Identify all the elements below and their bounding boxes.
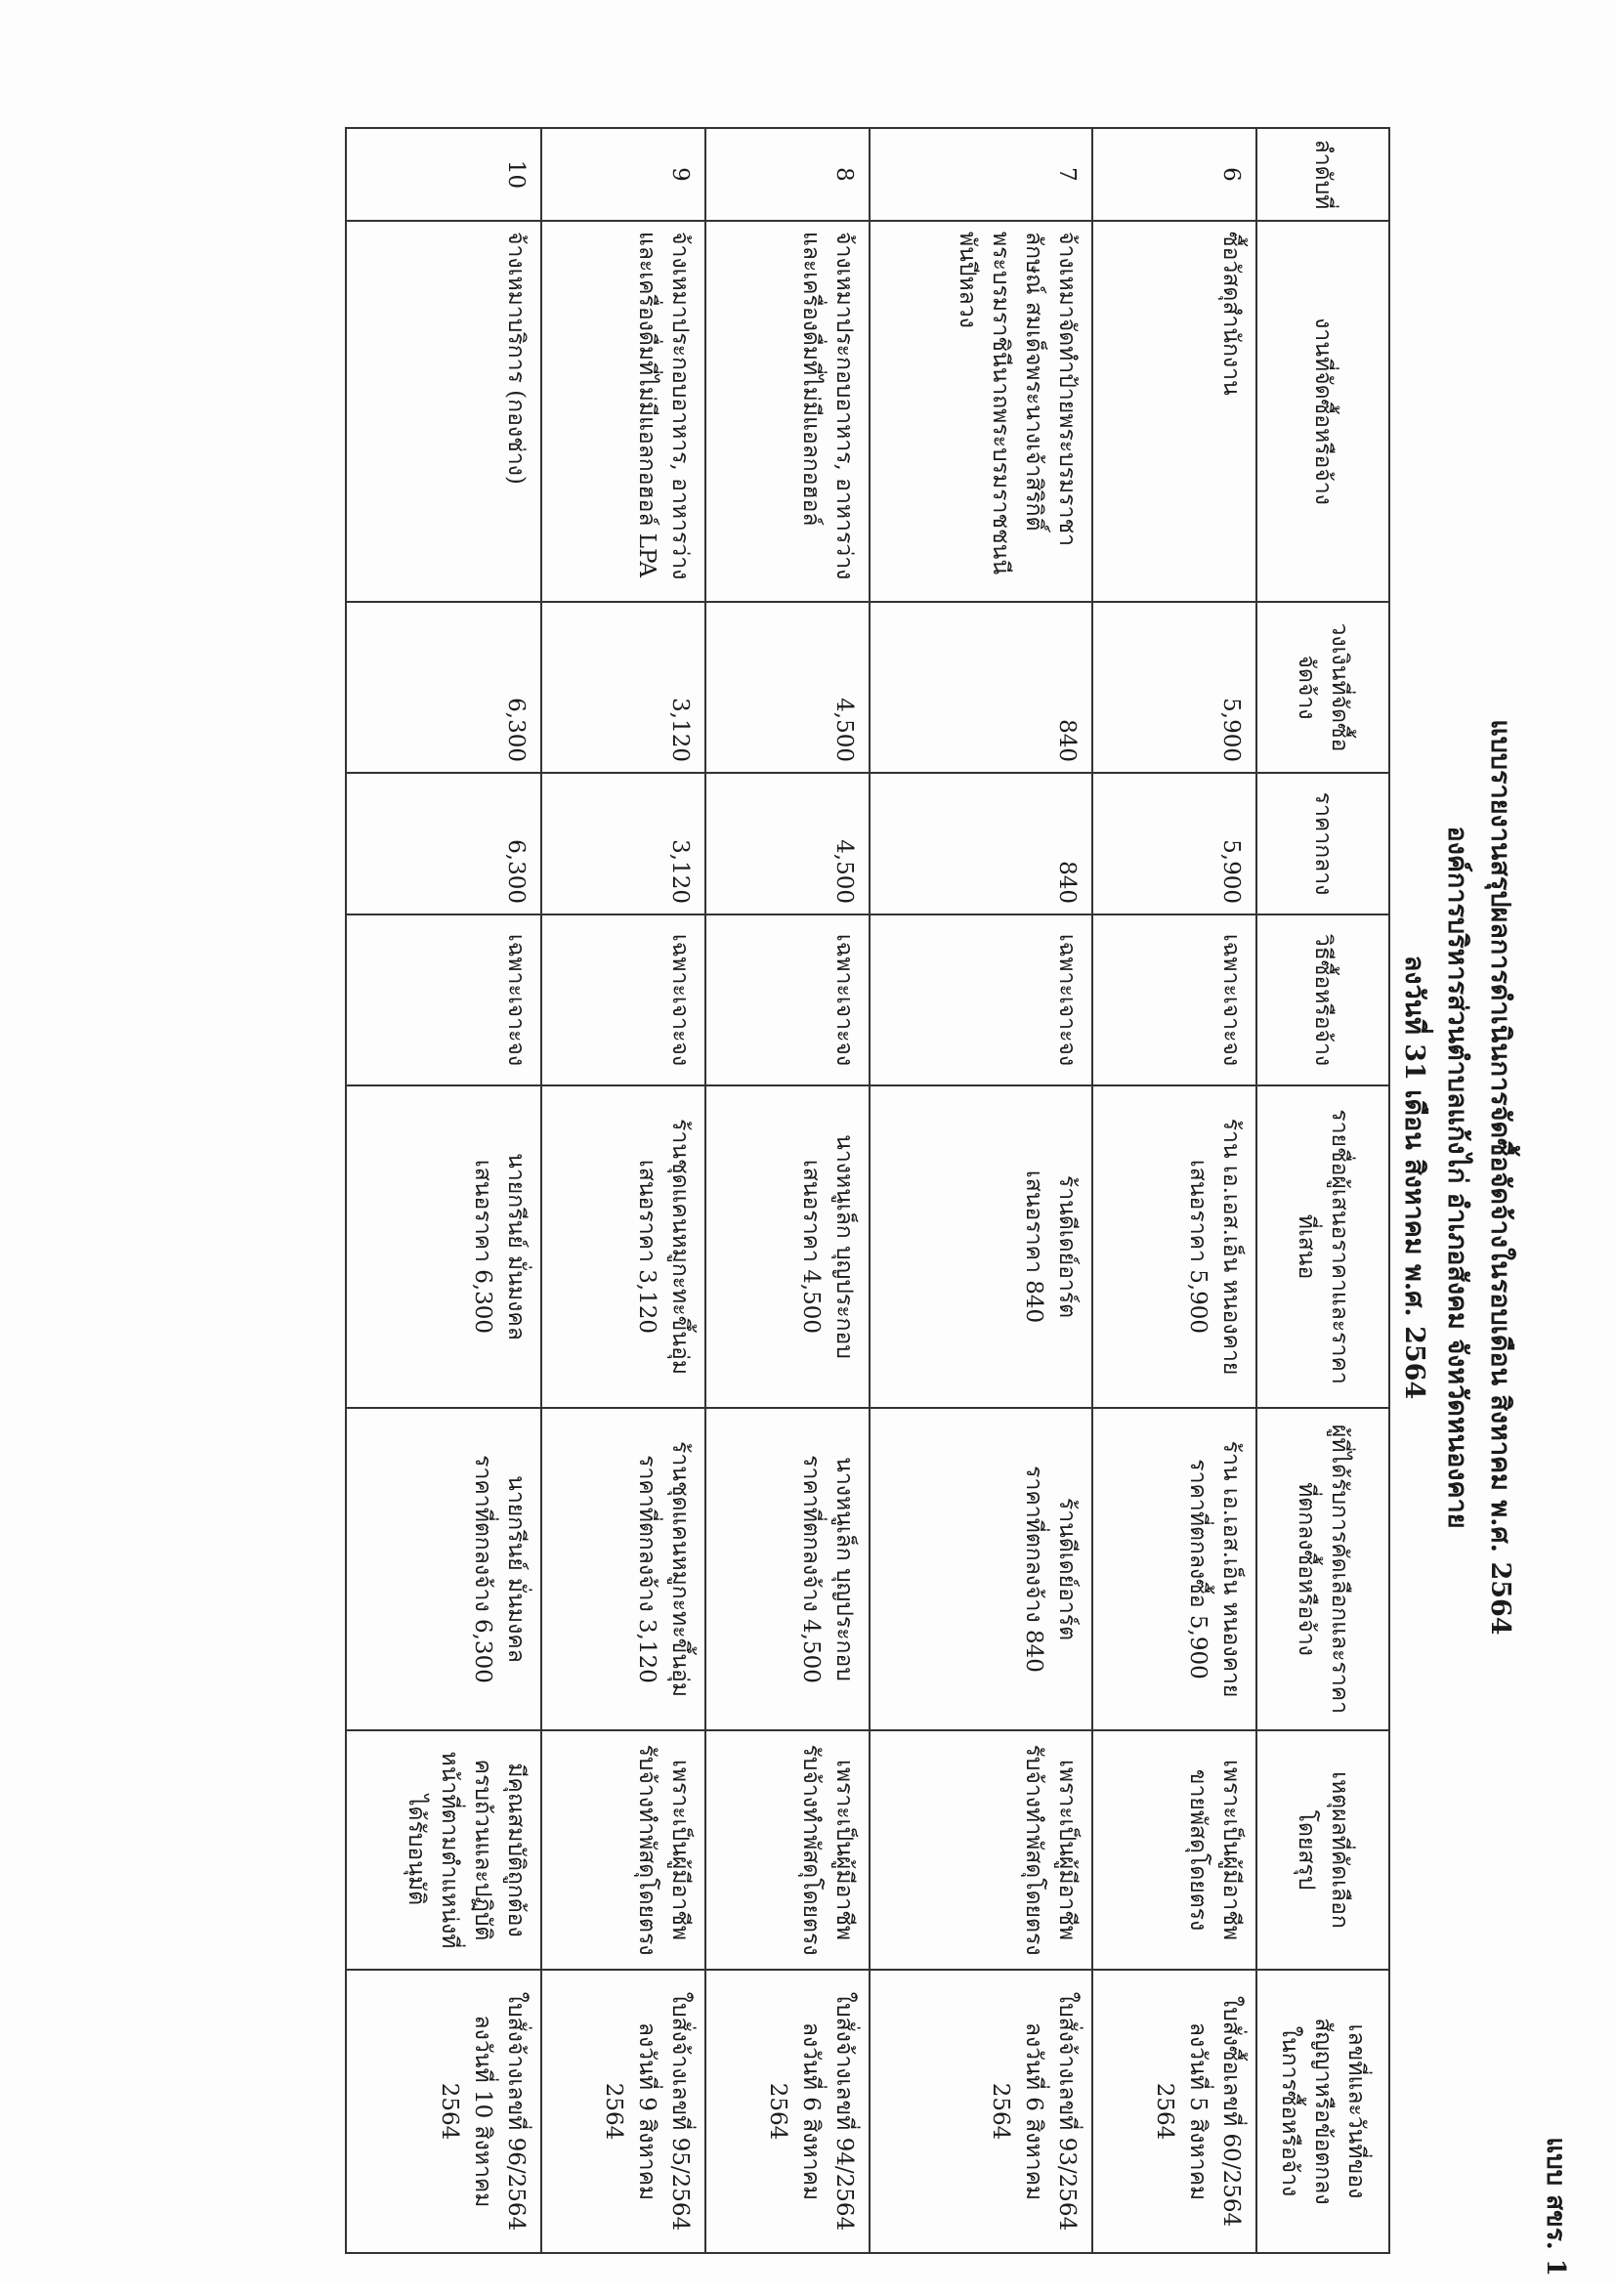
header-contract-line: เลขที่และวันที่ของ (1343, 2023, 1369, 2199)
table-row (1092, 128, 1256, 2253)
row-work (870, 221, 1092, 602)
row-winner (1092, 1408, 1256, 1730)
row-work-line: ซื้อวัสดุสำนักงาน (1218, 232, 1244, 396)
row-contract (346, 1970, 541, 2253)
row-bidders (1092, 1085, 1256, 1408)
row-reason-line: เพราะเป็นผู้มีอาชีพ (831, 1760, 857, 1940)
row-bidders-line: เสนอราคา 6,300 (470, 1159, 495, 1335)
form-code: แบบ สขร. 1 (1541, 2137, 1570, 2276)
row-median: 5,900 (1092, 773, 1256, 914)
row-budget: 840 (870, 602, 1092, 773)
row-contract-line: 2564 (437, 2082, 462, 2141)
row-no: 9 (541, 128, 705, 221)
row-contract (870, 1970, 1092, 2253)
row-budget: 4,500 (705, 602, 870, 773)
row-contract-line: ลงวันที่ 6 สิงหาคม (798, 2021, 824, 2201)
row-winner (705, 1408, 870, 1730)
row-contract-line: ใบสั่งจ้างเลขที่ 95/2564 (667, 1991, 693, 2232)
row-contract-line: ลงวันที่ 10 สิงหาคม (470, 2015, 495, 2208)
row-median: 3,120 (541, 773, 705, 914)
row-contract-line: ใบสั่งจ้างเลขที่ 96/2564 (503, 1991, 529, 2232)
row-reason-line: รับจ้างทำพัสดุโดยตรง (634, 1744, 659, 1956)
header-no: ลำดับที่ (1256, 128, 1389, 221)
row-median: 4,500 (705, 773, 870, 914)
row-contract-line: ลงวันที่ 6 สิงหาคม (1021, 2021, 1046, 2201)
row-winner-line: ร้านดีเดย์อาร์ต (1054, 1497, 1080, 1641)
row-method: เฉพาะเจาะจง (705, 914, 870, 1085)
header-winner-line: ที่ตกลงซื้อหรือจ้าง (1294, 1482, 1319, 1656)
row-work-line: และเครื่องดื่มที่ไม่มีแอลกอฮอล์ LPA (634, 232, 659, 578)
row-method: เฉพาะเจาะจง (541, 914, 705, 1085)
row-contract-line: ลงวันที่ 9 สิงหาคม (634, 2021, 659, 2201)
header-winner (1256, 1408, 1389, 1730)
row-contract-line: 2564 (601, 2082, 626, 2141)
row-budget: 6,300 (346, 602, 541, 773)
row-work-line: ลักษณ์ สมเด็จพระนางเจ้าสิริกิติ์ (1021, 232, 1046, 531)
row-reason-line: เพราะเป็นผู้มีอาชีพ (1218, 1760, 1244, 1940)
row-bidders (346, 1085, 541, 1408)
report-organization: องค์การบริหารส่วนตำบลแก้งไก่ อำเภอสังคม จังหวัดหนองคาย (1442, 826, 1472, 1529)
row-median: 840 (870, 773, 1092, 914)
row-contract (705, 1970, 870, 2253)
row-bidders (870, 1085, 1092, 1408)
row-work (346, 221, 541, 602)
row-winner-line: ราคาที่ตกลงซื้อ 5,900 (1185, 1459, 1211, 1679)
row-method: เฉพาะเจาะจง (1092, 914, 1256, 1085)
row-contract-line: ใบสั่งจ้างเลขที่ 93/2564 (1054, 1991, 1080, 2232)
row-method: เฉพาะเจาะจง (870, 914, 1092, 1085)
row-winner-line: นายกรีนย์ มั่นมงคล (503, 1475, 529, 1663)
row-no: 6 (1092, 128, 1256, 221)
row-winner (541, 1408, 705, 1730)
row-reason-line: เพราะเป็นผู้มีอาชีพ (1054, 1760, 1080, 1940)
row-reason-line: รับจ้างทำพัสดุโดยตรง (1021, 1744, 1046, 1956)
header-reason (1256, 1730, 1389, 1970)
row-winner-line: ร้านชุดแคนหมูกะทะขึ้นอุ่ม (667, 1440, 693, 1697)
header-row (1256, 128, 1389, 2253)
row-bidders-line: ร้านชุดแคนหมูกะทะขึ้นอุ่ม (667, 1118, 693, 1375)
header-median: ราคากลาง (1256, 773, 1389, 914)
row-bidders-line: นายกรีนย์ มั่นมงคล (503, 1153, 529, 1340)
row-reason-line: หน้าที่ตามตำแหน่งที่ (437, 1751, 462, 1949)
row-reason (541, 1730, 705, 1970)
row-contract-line: 2564 (765, 2082, 790, 2141)
header-method: วิธีซื้อหรือจ้าง (1256, 914, 1389, 1085)
row-contract-line: 2564 (988, 2082, 1013, 2141)
row-contract-line: 2564 (1152, 2082, 1177, 2141)
row-reason (705, 1730, 870, 1970)
row-work-line: และเครื่องดื่มที่ไม่มีแอลกอฮอล์ (798, 232, 824, 527)
rotated-report-sheet (52, 59, 1576, 2296)
header-budget-line: วงเงินที่จัดซื้อ (1327, 622, 1352, 752)
row-winner-line: ราคาที่ตกลงจ้าง 840 (1021, 1466, 1046, 1673)
report-titles (1392, 59, 1521, 2296)
row-work-line: จ้างเหมาบริการ (กองช่าง) (503, 232, 529, 485)
row-work-line: จ้างเหมาประกอบอาหาร, อาหารว่าง (667, 232, 693, 580)
row-no: 7 (870, 128, 1092, 221)
row-contract-line: ลงวันที่ 5 สิงหาคม (1185, 2021, 1211, 2201)
row-winner (346, 1408, 541, 1730)
header-winner-line: ผู้ที่ได้รับการคัดเลือกและราคา (1327, 1424, 1352, 1715)
row-bidders-line: ร้าน เอ.เอส.เอ็น หนองคาย (1218, 1118, 1244, 1376)
row-reason-line: ครบถ้วนและปฏิบัติ (470, 1759, 495, 1941)
row-median: 6,300 (346, 773, 541, 914)
row-contract (541, 1970, 705, 2253)
row-work-line: จ้างเหมาจัดทำป้ายพระบรมราชา (1054, 232, 1080, 546)
row-winner-line: ร้าน เอ.เอส.เอ็น หนองคาย (1218, 1440, 1244, 1698)
row-reason-line: ได้รับอนุมัติ (404, 1794, 429, 1906)
report-date: ลงวันที่ 31 เดือน สิงหาคม พ.ศ. 2564 (1399, 955, 1429, 1400)
row-work (1092, 221, 1256, 602)
row-bidders-line: เสนอราคา 3,120 (634, 1159, 659, 1335)
header-budget (1256, 602, 1389, 773)
header-contract (1256, 1970, 1389, 2253)
row-reason-line: มีคุณสมบัติถูกต้อง (503, 1763, 529, 1937)
table-row (705, 128, 870, 2253)
row-reason-line: รับจ้างทำพัสดุโดยตรง (798, 1744, 824, 1956)
row-bidders-line: เสนอราคา 4,500 (798, 1159, 824, 1335)
row-bidders-line: เสนอราคา 840 (1021, 1169, 1046, 1324)
table-row (346, 128, 541, 2253)
row-no: 8 (705, 128, 870, 221)
header-contract-line: ในการซื้อหรือจ้าง (1277, 2025, 1302, 2197)
row-contract (1092, 1970, 1256, 2253)
row-work-line: พระบรมราชินีนาถพระบรมราชชนนี (988, 232, 1013, 575)
row-reason (870, 1730, 1092, 1970)
header-bidders (1256, 1085, 1389, 1408)
row-winner (870, 1408, 1092, 1730)
row-bidders-line: เสนอราคา 5,900 (1185, 1159, 1211, 1335)
header-work: งานที่จัดซื้อหรือจ้าง (1256, 221, 1389, 602)
header-bidders-line: ที่เสนอ (1294, 1213, 1319, 1280)
table-row (870, 128, 1092, 2253)
table-row (541, 128, 705, 2253)
row-bidders-line: นางหนูเล็ก บุญประกอบ (831, 1134, 857, 1359)
row-budget: 3,120 (541, 602, 705, 773)
row-reason-line: ขายพัสดุโดยตรง (1185, 1768, 1211, 1932)
row-winner-line: ราคาที่ตกลงจ้าง 3,120 (634, 1455, 659, 1683)
row-budget: 5,900 (1092, 602, 1256, 773)
row-winner-line: ราคาที่ตกลงจ้าง 6,300 (470, 1455, 495, 1683)
row-bidders (705, 1085, 870, 1408)
row-work-line: พันปีหลวง (955, 232, 980, 328)
row-contract-line: ใบสั่งจ้างเลขที่ 94/2564 (831, 1991, 857, 2232)
header-reason-line: เหตุผลที่คัดเลือก (1327, 1771, 1352, 1929)
row-winner-line: ราคาที่ตกลงจ้าง 4,500 (798, 1455, 824, 1683)
row-reason (1092, 1730, 1256, 1970)
row-method: เฉพาะเจาะจง (346, 914, 541, 1085)
row-work (541, 221, 705, 602)
header-contract-line: สัญญาหรือข้อตกลง (1310, 2018, 1336, 2205)
row-contract-line: ใบสั่งซื้อเลขที่ 60/2564 (1218, 1995, 1244, 2228)
row-reason (346, 1730, 541, 1970)
row-winner-line: นางหนูเล็ก บุญประกอบ (831, 1457, 857, 1681)
row-no: 10 (346, 128, 541, 221)
row-bidders-line: ร้านดีเดย์อาร์ต (1054, 1174, 1080, 1319)
row-reason-line: เพราะเป็นผู้มีอาชีพ (667, 1760, 693, 1940)
row-work-line: จ้างเหมาประกอบอาหาร, อาหารว่าง (831, 232, 857, 580)
header-bidders-line: รายชื่อผู้เสนอราคาและราคา (1327, 1109, 1352, 1384)
procurement-table (345, 127, 1390, 2254)
header-reason-line: โดยสรุป (1294, 1809, 1319, 1891)
row-bidders (541, 1085, 705, 1408)
row-work (705, 221, 870, 602)
report-title: แบบรายงานสรุปผลการดำเนินการจัดซื้อจัดจ้างในรอบเดือน สิงหาคม พ.ศ. 2564 (1485, 719, 1515, 1636)
header-budget-line: จัดจ้าง (1294, 655, 1319, 720)
